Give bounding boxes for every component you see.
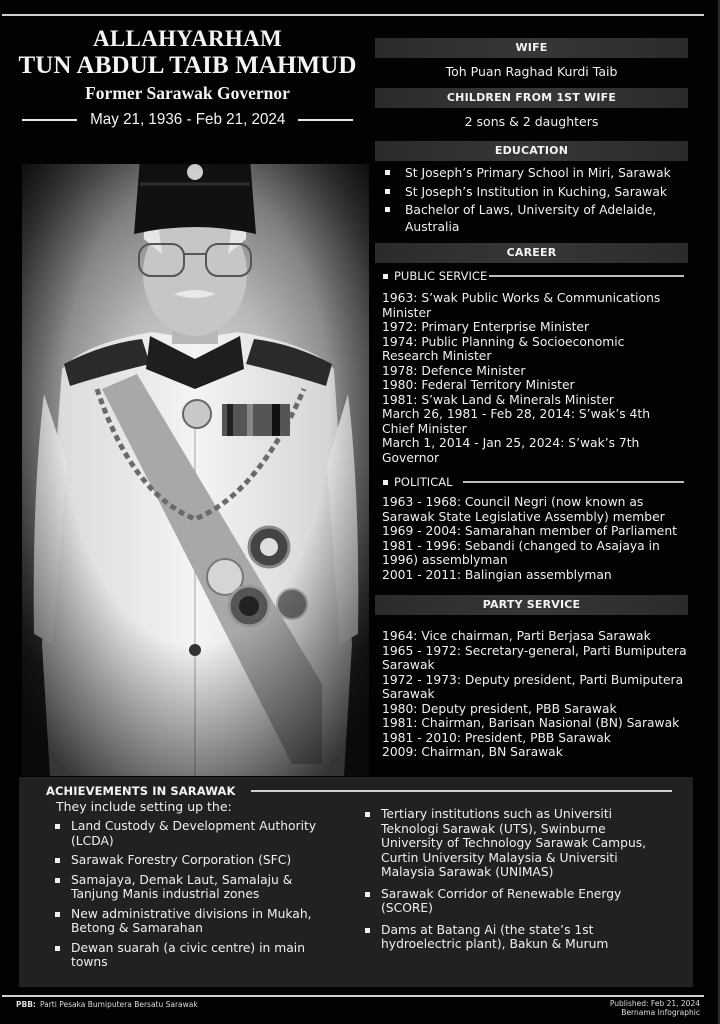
wife-value: Toh Puan Raghad Kurdi Taib xyxy=(445,64,618,79)
person-name: TUN ABDUL TAIB MAHMUD xyxy=(18,52,357,79)
achievements-header: ACHIEVEMENTS IN SARAWAK xyxy=(46,784,236,798)
public-service-subheader xyxy=(375,267,688,285)
achievements-header-row xyxy=(46,784,672,798)
subheader-rule xyxy=(463,481,684,483)
dates-divider-right xyxy=(298,119,353,121)
top-divider xyxy=(2,14,704,16)
career-entry: March 26, 1981 - Feb 28, 2014: S’wak’s 4th xyxy=(382,407,650,421)
lifespan-row xyxy=(10,110,365,130)
achievement-item: New administrative divisions in Mukah, Betong & Samarahan xyxy=(55,907,330,936)
career-header: CAREER xyxy=(375,243,688,263)
career-entry: Governor xyxy=(382,450,440,465)
glossary-abbr: PBB: xyxy=(16,1000,36,1009)
source-credit: Bernama Infographic xyxy=(621,1008,700,1017)
achievements-rule xyxy=(251,790,672,792)
achievement-item: Tertiary institutions such as Universiti Teknologi Sarawak (UTS), Swinburne University of Technology Sarawak Campus, Curtin University Malaysia & Universiti Malaysia Sarawak (UNIMAS) xyxy=(365,807,660,880)
political-entry: 1963 - 1968: Council Negri (now known as xyxy=(382,495,644,509)
bullet-square-icon xyxy=(383,274,388,279)
political-entry: 1996) assemblyman xyxy=(382,553,508,567)
glossary-definition: Parti Pesaka Bumiputera Bersatu Sarawak xyxy=(39,1000,198,1009)
political-entry: 1981 - 1996: Sebandi (changed to Asajaya in xyxy=(382,538,660,553)
political-entry: Sarawak State Legislative Assembly) member xyxy=(382,509,665,524)
person-role: Former Sarawak Governor xyxy=(85,83,290,103)
children-header: CHILDREN FROM 1ST WIFE xyxy=(375,88,688,108)
achievements-left-list xyxy=(55,819,330,975)
party-entry: 1965 - 1972: Secretary-general, Parti Bumiputera xyxy=(382,643,687,658)
lifespan-dates: May 21, 1936 - Feb 21, 2024 xyxy=(89,111,286,128)
career-entry: 1974: Public Planning & Socioeconomic xyxy=(382,334,625,349)
education-item: St Joseph’s Institution in Kuching, Sarawak xyxy=(385,184,688,201)
party-entry: Sarawak xyxy=(382,687,435,701)
achievements-intro: They include setting up the: xyxy=(56,799,232,814)
career-entry: Research Minister xyxy=(382,349,492,363)
political-entry: 2001 - 2011: Balingian assemblyman xyxy=(382,567,612,582)
career-entry: 1972: Primary Enterprise Minister xyxy=(382,320,590,334)
political-subheader xyxy=(375,473,688,491)
children-value: 2 sons & 2 daughters xyxy=(464,114,599,129)
education-list xyxy=(375,161,688,243)
dates-divider-left xyxy=(22,119,77,121)
achievement-item: Dewan suarah (a civic centre) in main towns xyxy=(55,941,330,970)
career-entry: March 1, 2014 - Jan 25, 2024: S’wak’s 7th xyxy=(382,436,640,450)
public-service-label: PUBLIC SERVICE xyxy=(394,269,488,283)
honorific-title: ALLAHYARHAM xyxy=(92,26,283,51)
biography-column xyxy=(375,38,688,760)
achievement-item: Samajaya, Demak Laut, Samalaju & Tanjung Manis industrial zones xyxy=(55,873,330,902)
career-entry: Chief Minister xyxy=(382,421,467,436)
education-item: St Joseph’s Primary School in Miri, Sarawak xyxy=(385,165,688,182)
achievements-panel xyxy=(19,777,693,987)
achievements-right-list xyxy=(365,807,660,959)
achievement-item: Sarawak Corridor of Renewable Energy (SCORE) xyxy=(365,887,660,916)
party-entry: 1964: Vice chairman, Parti Berjasa Sarawak xyxy=(382,629,651,643)
title-block xyxy=(10,26,365,130)
party-service-entries xyxy=(375,615,688,760)
bullet-square-icon xyxy=(383,480,388,485)
party-entry: Sarawak xyxy=(382,658,435,672)
party-entry: 2009: Chairman, BN Sarawak xyxy=(382,745,563,759)
career-entry: 1963: S’wak Public Works & Communications xyxy=(382,291,661,305)
career-entry: 1981: S’wak Land & Minerals Minister xyxy=(382,392,614,407)
party-service-header: PARTY SERVICE xyxy=(375,595,688,615)
published-date: Published: Feb 21, 2024 xyxy=(609,999,700,1008)
political-entry: 1969 - 2004: Samarahan member of Parliament xyxy=(382,524,677,538)
career-entry: 1978: Defence Minister xyxy=(382,363,526,378)
bottom-divider xyxy=(2,995,704,997)
party-entry: 1980: Deputy president, PBB Sarawak xyxy=(382,701,617,716)
education-item: Bachelor of Laws, University of Adelaide, Australia xyxy=(385,202,688,235)
public-service-entries xyxy=(375,285,688,473)
wife-header: WIFE xyxy=(375,38,688,58)
achievement-item: Sarawak Forestry Corporation (SFC) xyxy=(55,853,330,868)
career-entry: Minister xyxy=(382,305,432,320)
achievement-item: Land Custody & Development Authority (LCDA) xyxy=(55,819,330,848)
party-entry: 1981: Chairman, Barisan Nasional (BN) Sarawak xyxy=(382,716,680,730)
career-entry: 1980: Federal Territory Minister xyxy=(382,378,575,392)
footer-credits xyxy=(610,999,700,1017)
political-label: POLITICAL xyxy=(394,475,453,489)
achievement-item: Dams at Batang Ai (the state’s 1st hydroelectric plant), Bakun & Murum xyxy=(365,923,660,952)
portrait-photo xyxy=(22,164,369,776)
political-entries xyxy=(375,491,688,595)
portrait-illustration xyxy=(22,164,369,776)
subheader-rule xyxy=(489,275,684,277)
footer-glossary xyxy=(16,1000,198,1009)
education-header: EDUCATION xyxy=(375,141,688,161)
party-entry: 1981 - 2010: President, PBB Sarawak xyxy=(382,730,611,745)
party-entry: 1972 - 1973: Deputy president, Parti Bumiputera xyxy=(382,672,684,687)
